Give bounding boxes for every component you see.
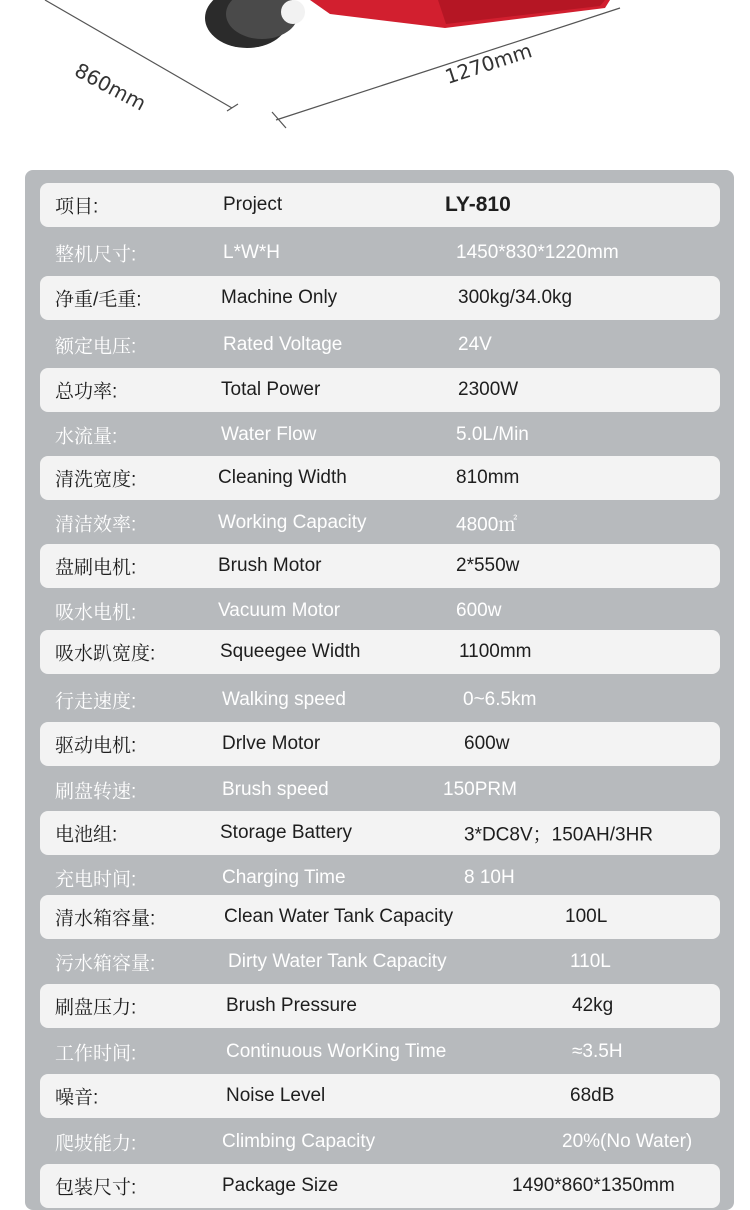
spec-row [40,811,720,855]
spec-label-cn: 行走速度: [55,691,137,713]
spec-label-cn: 充电时间: [55,869,137,891]
spec-label-cn: 电池组: [55,824,118,846]
spec-label-en: Noise Level [226,1085,326,1106]
spec-row [40,231,720,275]
spec-label-cn: 吸水趴宽度: [55,643,156,665]
spec-label-en: Brush speed [222,779,329,800]
spec-label-cn: 包装尺寸: [55,1177,137,1199]
spec-row [40,940,720,984]
spec-label-en: Cleaning Width [218,467,347,488]
spec-value: 600w [456,600,502,621]
spec-label-en: Brush Motor [218,555,322,576]
spec-label-cn: 整机尺寸: [55,244,137,266]
spec-label-en: Package Size [222,1175,339,1196]
spec-label-en: Continuous WorKing Time [226,1041,447,1062]
spec-row [40,1164,720,1208]
spec-value: 2300W [458,379,519,400]
spec-label-en: Storage Battery [220,822,353,843]
spec-row [40,1030,720,1074]
headlight [281,0,305,24]
spec-label-cn: 污水箱容量: [55,953,156,975]
spec-label-cn: 刷盘压力: [55,997,137,1019]
spec-row [40,368,720,412]
spec-value: 600w [464,733,510,754]
spec-label-cn: 清洁效率: [55,514,137,536]
spec-label-en: Total Power [221,379,321,400]
spec-label-en: Drlve Motor [222,733,321,754]
spec-label-en: Brush Pressure [226,995,357,1016]
spec-value: 1490*860*1350mm [512,1175,675,1196]
spec-label-cn: 吸水电机: [55,602,137,624]
spec-value: ≈3.5H [572,1041,623,1062]
spec-label-cn: 水流量: [55,426,118,448]
spec-label-en: Walking speed [222,689,346,710]
spec-value: 42kg [572,995,614,1016]
spec-value: 150PRM [443,779,517,800]
spec-label-en: Project [223,194,283,215]
spec-row [40,456,720,500]
depth-label: 860mm [70,58,151,116]
spec-value: 20%(No Water) [562,1131,693,1152]
spec-value: 24V [458,334,492,355]
spec-label-cn: 清水箱容量: [55,908,156,930]
spec-table [25,170,734,1210]
spec-label-en: Clean Water Tank Capacity [224,906,454,927]
spec-row [40,1074,720,1118]
spec-label-en: Rated Voltage [223,334,343,355]
spec-row [40,183,720,227]
spec-value: 8 10H [464,867,515,888]
spec-row [40,544,720,588]
spec-label-en: Climbing Capacity [222,1131,376,1152]
spec-label-cn: 总功率: [55,381,118,403]
spec-value: 1450*830*1220mm [456,242,619,263]
spec-row [40,323,720,367]
spec-row [40,678,720,722]
spec-label-cn: 盘刷电机: [55,557,137,579]
spec-label-cn: 刷盘转速: [55,781,137,803]
spec-value: 100L [565,906,608,927]
spec-label-en: Dirty Water Tank Capacity [228,951,447,972]
spec-label-cn: 驱动电机: [55,735,137,757]
spec-value: 1100mm [459,641,532,662]
spec-label-en: Working Capacity [218,512,367,533]
spec-row [40,895,720,939]
spec-row [40,768,720,812]
spec-row [40,856,720,900]
spec-label-en: L*W*H [223,242,281,263]
spec-row [40,722,720,766]
spec-label-cn: 工作时间: [55,1043,137,1065]
spec-label-en: Vacuum Motor [218,600,341,621]
spec-label-en: Machine Only [221,287,338,308]
spec-row [40,1120,720,1164]
spec-value: LY-810 [445,193,511,216]
spec-label-en: Squeegee Width [220,641,361,662]
spec-value: 2*550w [456,555,520,576]
product-dimension-diagram [0,0,750,170]
spec-label-cn: 清洗宽度: [55,469,137,491]
spec-value: 5.0L/Min [456,424,529,445]
spec-label-cn: 爬坡能力: [55,1133,137,1155]
spec-row [40,984,720,1028]
spec-label-en: Water Flow [221,424,317,445]
spec-value: 0~6.5km [463,689,537,710]
spec-value: 110L [570,951,611,972]
spec-row [40,276,720,320]
spec-label-en: Charging Time [222,867,346,888]
length-label: 1270mm [442,38,535,89]
spec-label-cn: 额定电压: [55,336,137,358]
spec-value: 810mm [456,467,520,488]
spec-label-cn: 项目: [55,196,99,218]
spec-row [40,413,720,457]
spec-value: 3*DC8V；150AH/3HR [464,824,654,846]
spec-label-cn: 净重/毛重: [55,289,142,311]
spec-value: 4800㎡ [456,514,518,536]
spec-row [40,589,720,633]
spec-label-cn: 噪音: [55,1087,99,1109]
spec-row [40,630,720,674]
spec-row [40,501,720,545]
spec-value: 300kg/34.0kg [458,287,573,308]
spec-value: 68dB [570,1085,615,1106]
